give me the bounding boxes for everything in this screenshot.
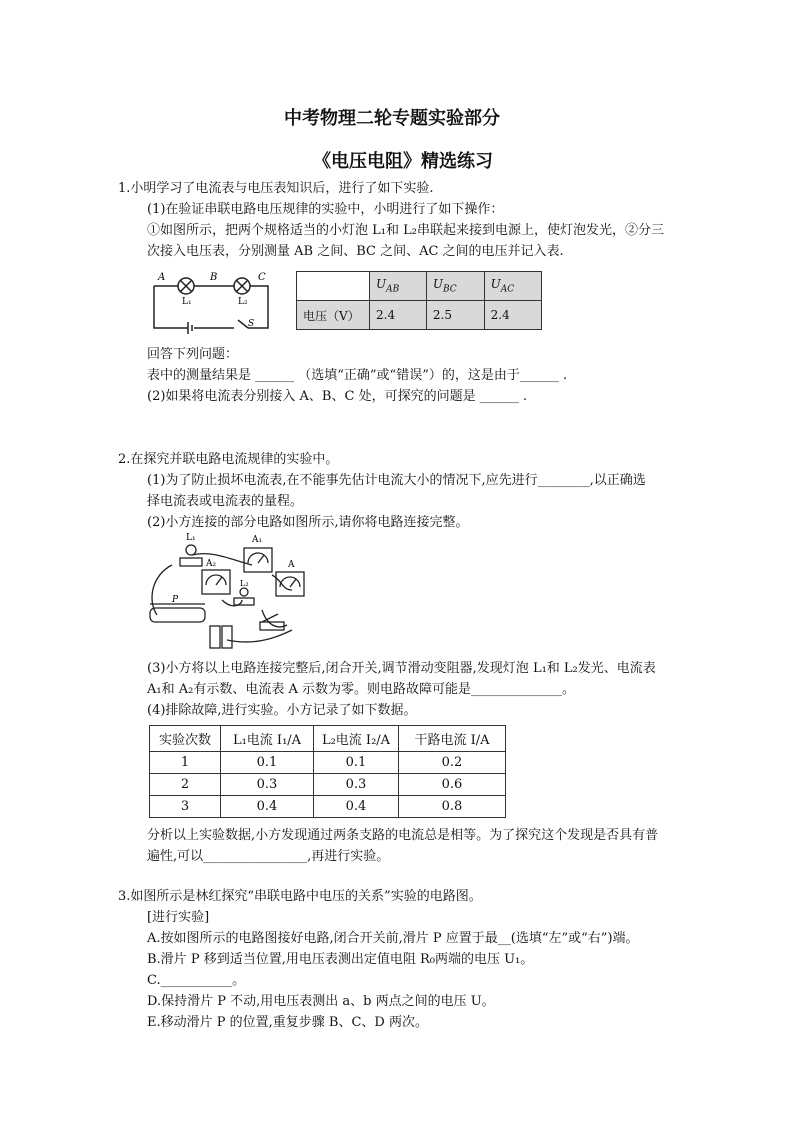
cell-i1: 0.4 — [221, 796, 314, 818]
q2-part4: (4)排除故障,进行实验。小方记录了如下数据。 — [147, 703, 417, 718]
table-row — [150, 774, 506, 796]
q3-section-label: [进行实验] — [147, 910, 210, 925]
label-b: B — [210, 272, 218, 283]
q2-part2: (2)小方连接的部分电路如图所示,请你将电路连接完整。 — [147, 515, 469, 530]
cell-trial: 2 — [150, 774, 221, 796]
battery-cell-icon — [210, 626, 220, 648]
table-corner — [297, 272, 370, 301]
label-l2: L₂ — [238, 297, 248, 307]
label-a1: A₁ — [252, 535, 263, 545]
cell-i1: 0.3 — [221, 774, 314, 796]
q2-analysis-line1: 分析以上实验数据,小方发现通过两条支路的电流总是相等。为了探究这个发现是否具有普 — [147, 828, 659, 843]
table-row — [150, 752, 506, 774]
cell-uac: 2.4 — [484, 301, 541, 330]
current-data-table — [149, 725, 506, 818]
q3-step-c: C.___________。 — [147, 973, 246, 988]
label-l2: L₂ — [240, 579, 249, 588]
cell-trial: 1 — [150, 752, 221, 774]
q2-part3-line2: A₁和 A₂有示数、电流表 A 示数为零。则电路故障可能是______________。 — [147, 682, 575, 697]
label-c: C — [258, 272, 266, 283]
header-uac: $U_{AC}$ — [484, 272, 541, 301]
cell-trial: 3 — [150, 796, 221, 818]
label-l1: L₁ — [182, 297, 192, 307]
q2-analysis-line2: 遍性,可以________________,再进行实验。 — [147, 849, 390, 864]
rheostat-icon — [150, 608, 205, 622]
q2-part1-line1: (1)为了防止损坏电流表,在不能事先估计电流大小的情况下,应先进行________,以正确选 — [147, 473, 646, 488]
header-trial: 实验次数 — [150, 726, 221, 752]
cell-i1: 0.1 — [221, 752, 314, 774]
q1-answer-prompt: 回答下列问题： — [147, 347, 239, 362]
q3-step-b: B.滑片 P 移到适当位置,用电压表测出定值电阻 R₀两端的电压 U₁。 — [147, 952, 534, 967]
lamp-l1-icon — [186, 545, 196, 555]
cell-i: 0.2 — [399, 752, 506, 774]
q1-intro: 1.小明学习了电流表与电压表知识后，进行了如下实验. — [118, 181, 434, 196]
cell-i2: 0.3 — [314, 774, 399, 796]
label-a: A — [158, 272, 166, 283]
label-p: P — [172, 595, 179, 605]
lamp-l1-base-icon — [180, 558, 202, 566]
header-ubc: $U_{BC}$ — [426, 272, 484, 301]
q2-intro: 2.在探究并联电路电流规律的实验中。 — [118, 452, 339, 467]
header-uab: $U_{AB}$ — [370, 272, 427, 301]
header-i: 干路电流 I/A — [399, 726, 506, 752]
label-s: S — [248, 319, 255, 329]
cell-i2: 0.1 — [314, 752, 399, 774]
voltage-table — [296, 271, 542, 330]
q3-step-e: E.移动滑片 P 的位置,重复步骤 B、C、D 两次。 — [147, 1015, 428, 1030]
q3-step-d: D.保持滑片 P 不动,用电压表测出 a、b 两点之间的电压 U。 — [147, 994, 495, 1009]
q1-step-line2: 次接入电压表，分别测量 AB 之间、BC 之间、AC 之间的电压并记入表. — [147, 244, 564, 259]
header-i1: L₁电流 I₁/A — [221, 726, 314, 752]
lamp-l2-icon — [240, 588, 248, 596]
q2-part3-line1: (3)小方将以上电路连接完整后,闭合开关,调节滑动变阻器,发现灯泡 L₁和 L₂发光、电流表 — [147, 661, 656, 676]
cell-uab: 2.4 — [370, 301, 427, 330]
title-sub: 《电压电阻》精选练习 — [313, 151, 493, 172]
label-a2: A₂ — [206, 559, 217, 569]
q3-step-a: A.按如图所示的电路图接好电路,闭合开关前,滑片 P 应置于最__(选填“左”或“右”)端。 — [147, 931, 639, 946]
label-l1: L₁ — [186, 533, 196, 543]
q1-question-b: (2)如果将电流表分别接入 A、B、C 处，可探究的问题是 ______ . — [147, 389, 527, 404]
header-i2: L₂电流 I₂/A — [314, 726, 399, 752]
switch-icon — [260, 622, 284, 630]
q2-part1-line2: 择电流表或电流表的量程。 — [147, 494, 304, 509]
label-a: A — [288, 560, 295, 570]
lamp-l2-base-icon — [234, 598, 254, 605]
q1-step-line1: ①如图所示，把两个规格适当的小灯泡 L₁和 L₂串联起来接到电源上，使灯泡发光，②分三 — [147, 223, 664, 238]
series-circuit-diagram — [148, 268, 278, 338]
cell-i2: 0.4 — [314, 796, 399, 818]
row-label: 电压（V） — [297, 301, 370, 330]
table-row — [150, 796, 506, 818]
title-main: 中考物理二轮专题实验部分 — [284, 108, 500, 129]
cell-i: 0.8 — [399, 796, 506, 818]
q1-question-a: 表中的测量结果是 ______ （选填“正确”或“错误”）的，这是由于______ . — [147, 368, 568, 383]
switch-icon — [238, 320, 248, 328]
parallel-circuit-figure — [142, 530, 312, 658]
q1-part1: (1)在验证串联电路电压规律的实验中，小明进行了如下操作： — [147, 202, 504, 217]
table-header-row — [150, 726, 506, 752]
q3-intro: 3.如图所示是林红探究“串联电路中电压的关系”实验的电路图。 — [118, 889, 482, 904]
cell-ubc: 2.5 — [426, 301, 484, 330]
cell-i: 0.6 — [399, 774, 506, 796]
